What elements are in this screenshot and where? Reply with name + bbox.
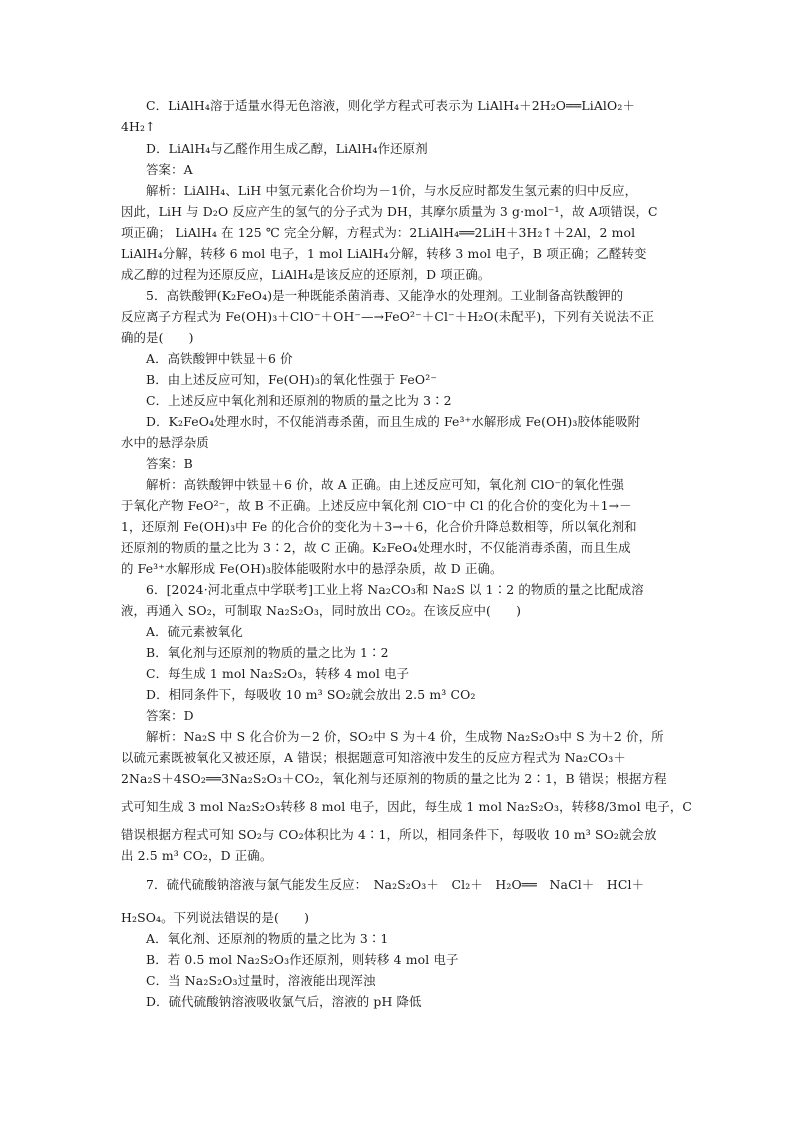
text-line: 答案：B [146, 456, 193, 471]
text-line: 成乙醇的过程为还原反应，LiAlH₄是该反应的还原剂，D 项正确。 [121, 267, 491, 282]
text-line: 于氧化产物 FeO²⁻，故 B 不正确。上述反应中氧化剂 ClO⁻中 Cl 的化合价的变化为＋1→－ [121, 498, 632, 513]
text-line: 还原剂的物质的量之比为 3∶2，故 C 正确。K₂FeO₄处理水时，不仅能消毒杀菌，而且生成 [121, 540, 631, 555]
text-line: 解析：LiAlH₄、LiH 中氢元素化合价均为－1价，与水反应时都发生氢元素的归中反应， [146, 183, 638, 198]
text-line: B．若 0.5 mol Na₂S₂O₃作还原剂，则转移 4 mol 电子 [146, 952, 459, 967]
text-line: 答案：D [146, 708, 194, 723]
text-line: 水中的悬浮杂质 [121, 435, 209, 450]
text-line: C．上述反应中氧化剂和还原剂的物质的量之比为 3∶2 [146, 393, 452, 408]
text-line: 7．硫代硫酸钠溶液与氯气能发生反应： Na₂S₂O₃＋ Cl₂＋ H₂O══ NaCl＋ HCl＋ [146, 877, 645, 892]
text-line: 以硫元素既被氧化又被还原，A 错误；根据题意可知溶液中发生的反应方程式为 Na₂CO₃＋ [121, 750, 626, 765]
text-line: 项正确； LiAlH₄ 在 125 ℃ 完全分解，方程式为：2LiAlH₄══2LiH＋3H₂↑＋2Al，2 mol [121, 225, 636, 240]
text-line: D．LiAlH₄与乙醛作用生成乙醇，LiAlH₄作还原剂 [146, 141, 428, 156]
text-line: A．硫元素被氧化 [146, 624, 243, 639]
text-line: D．K₂FeO₄处理水时，不仅能消毒杀菌，而且生成的 Fe³⁺水解形成 Fe(OH)₃胶体能吸附 [146, 414, 641, 429]
text-line: 解析：高铁酸钾中铁显＋6 价，故 A 正确。由上述反应可知，氧化剂 ClO⁻的氧化性强 [146, 477, 625, 492]
text-line: A．氧化剂、还原剂的物质的量之比为 3∶1 [146, 931, 389, 946]
text-line: H₂SO₄。下列说法错误的是( ) [121, 910, 310, 925]
text-line: B．氧化剂与还原剂的物质的量之比为 1∶2 [146, 645, 389, 660]
text-line: 反应离子方程式为 Fe(OH)₃＋ClO⁻＋OH⁻—→FeO²⁻＋Cl⁻＋H₂O(未配平)，下列有关说法不正 [121, 309, 655, 324]
text-line: 5．高铁酸钾(K₂FeO₄)是一种既能杀菌消毒、又能净水的处理剂。工业制备高铁酸钾的 [146, 288, 624, 303]
text-line: 1，还原剂 Fe(OH)₃中 Fe 的化合价的变化为＋3→＋6，化合价升降总数相等，所以氧化剂和 [121, 519, 637, 534]
text-line: B．由上述反应可知，Fe(OH)₃的氧化性强于 FeO²⁻ [146, 372, 438, 387]
text-line: 式可知生成 3 mol Na₂S₂O₃转移 8 mol 电子，因此，每生成 1 mol Na₂S₂O₃，转移8/3mol 电子，C [121, 799, 693, 814]
text-line: 的 Fe³⁺水解形成 Fe(OH)₃胶体能吸附水中的悬浮杂质，故 D 正确。 [121, 561, 503, 576]
text-line: 2Na₂S＋4SO₂══3Na₂S₂O₃＋CO₂，氧化剂与还原剂的物质的量之比为 2∶1，B 错误；根据方程 [121, 771, 667, 786]
text-line: 错误根据方程式可知 SO₂与 CO₂体积比为 4∶1，所以，相同条件下，每吸收 10 m³ SO₂就会放 [121, 827, 657, 842]
text-line: 解析：Na₂S 中 S 化合价为－2 价，SO₂中 S 为＋4 价，生成物 Na₂S₂O₃中 S 为＋2 价，所 [146, 729, 664, 744]
text-line: C．当 Na₂S₂O₃过量时，溶液能出现浑浊 [146, 973, 376, 988]
text-line: C．LiAlH₄溶于适量水得无色溶液，则化学方程式可表示为 LiAlH₄＋2H₂O══LiAlO₂＋ [146, 98, 636, 113]
text-line: 确的是( ) [121, 330, 194, 345]
text-line: 因此，LiH 与 D₂O 反应产生的氢气的分子式为 DH，其摩尔质量为 3 g·mol⁻¹，故 A项错误，C [121, 204, 658, 219]
text-line: C．每生成 1 mol Na₂S₂O₃，转移 4 mol 电子 [146, 666, 410, 681]
text-line: 液，再通入 SO₂，可制取 Na₂S₂O₃，同时放出 CO₂。在该反应中( ) [121, 603, 522, 618]
text-line: 出 2.5 m³ CO₂，D 正确。 [121, 848, 273, 863]
text-line: LiAlH₄分解，转移 6 mol 电子，1 mol LiAlH₄分解，转移 3 mol 电子，B 项正确；乙醛转变 [121, 246, 647, 261]
text-line: 4H₂↑ [121, 119, 156, 134]
text-line: 6．[2024·河北重点中学联考]工业上将 Na₂CO₃和 Na₂S 以 1∶2 的物质的量之比配成溶 [146, 582, 644, 597]
text-line: A．高铁酸钾中铁显＋6 价 [146, 351, 293, 366]
text-line: 答案：A [146, 162, 193, 177]
text-line: D．相同条件下，每吸收 10 m³ SO₂就会放出 2.5 m³ CO₂ [146, 687, 476, 702]
text-line: D．硫代硫酸钠溶液吸收氯气后，溶液的 pH 降低 [146, 994, 422, 1009]
